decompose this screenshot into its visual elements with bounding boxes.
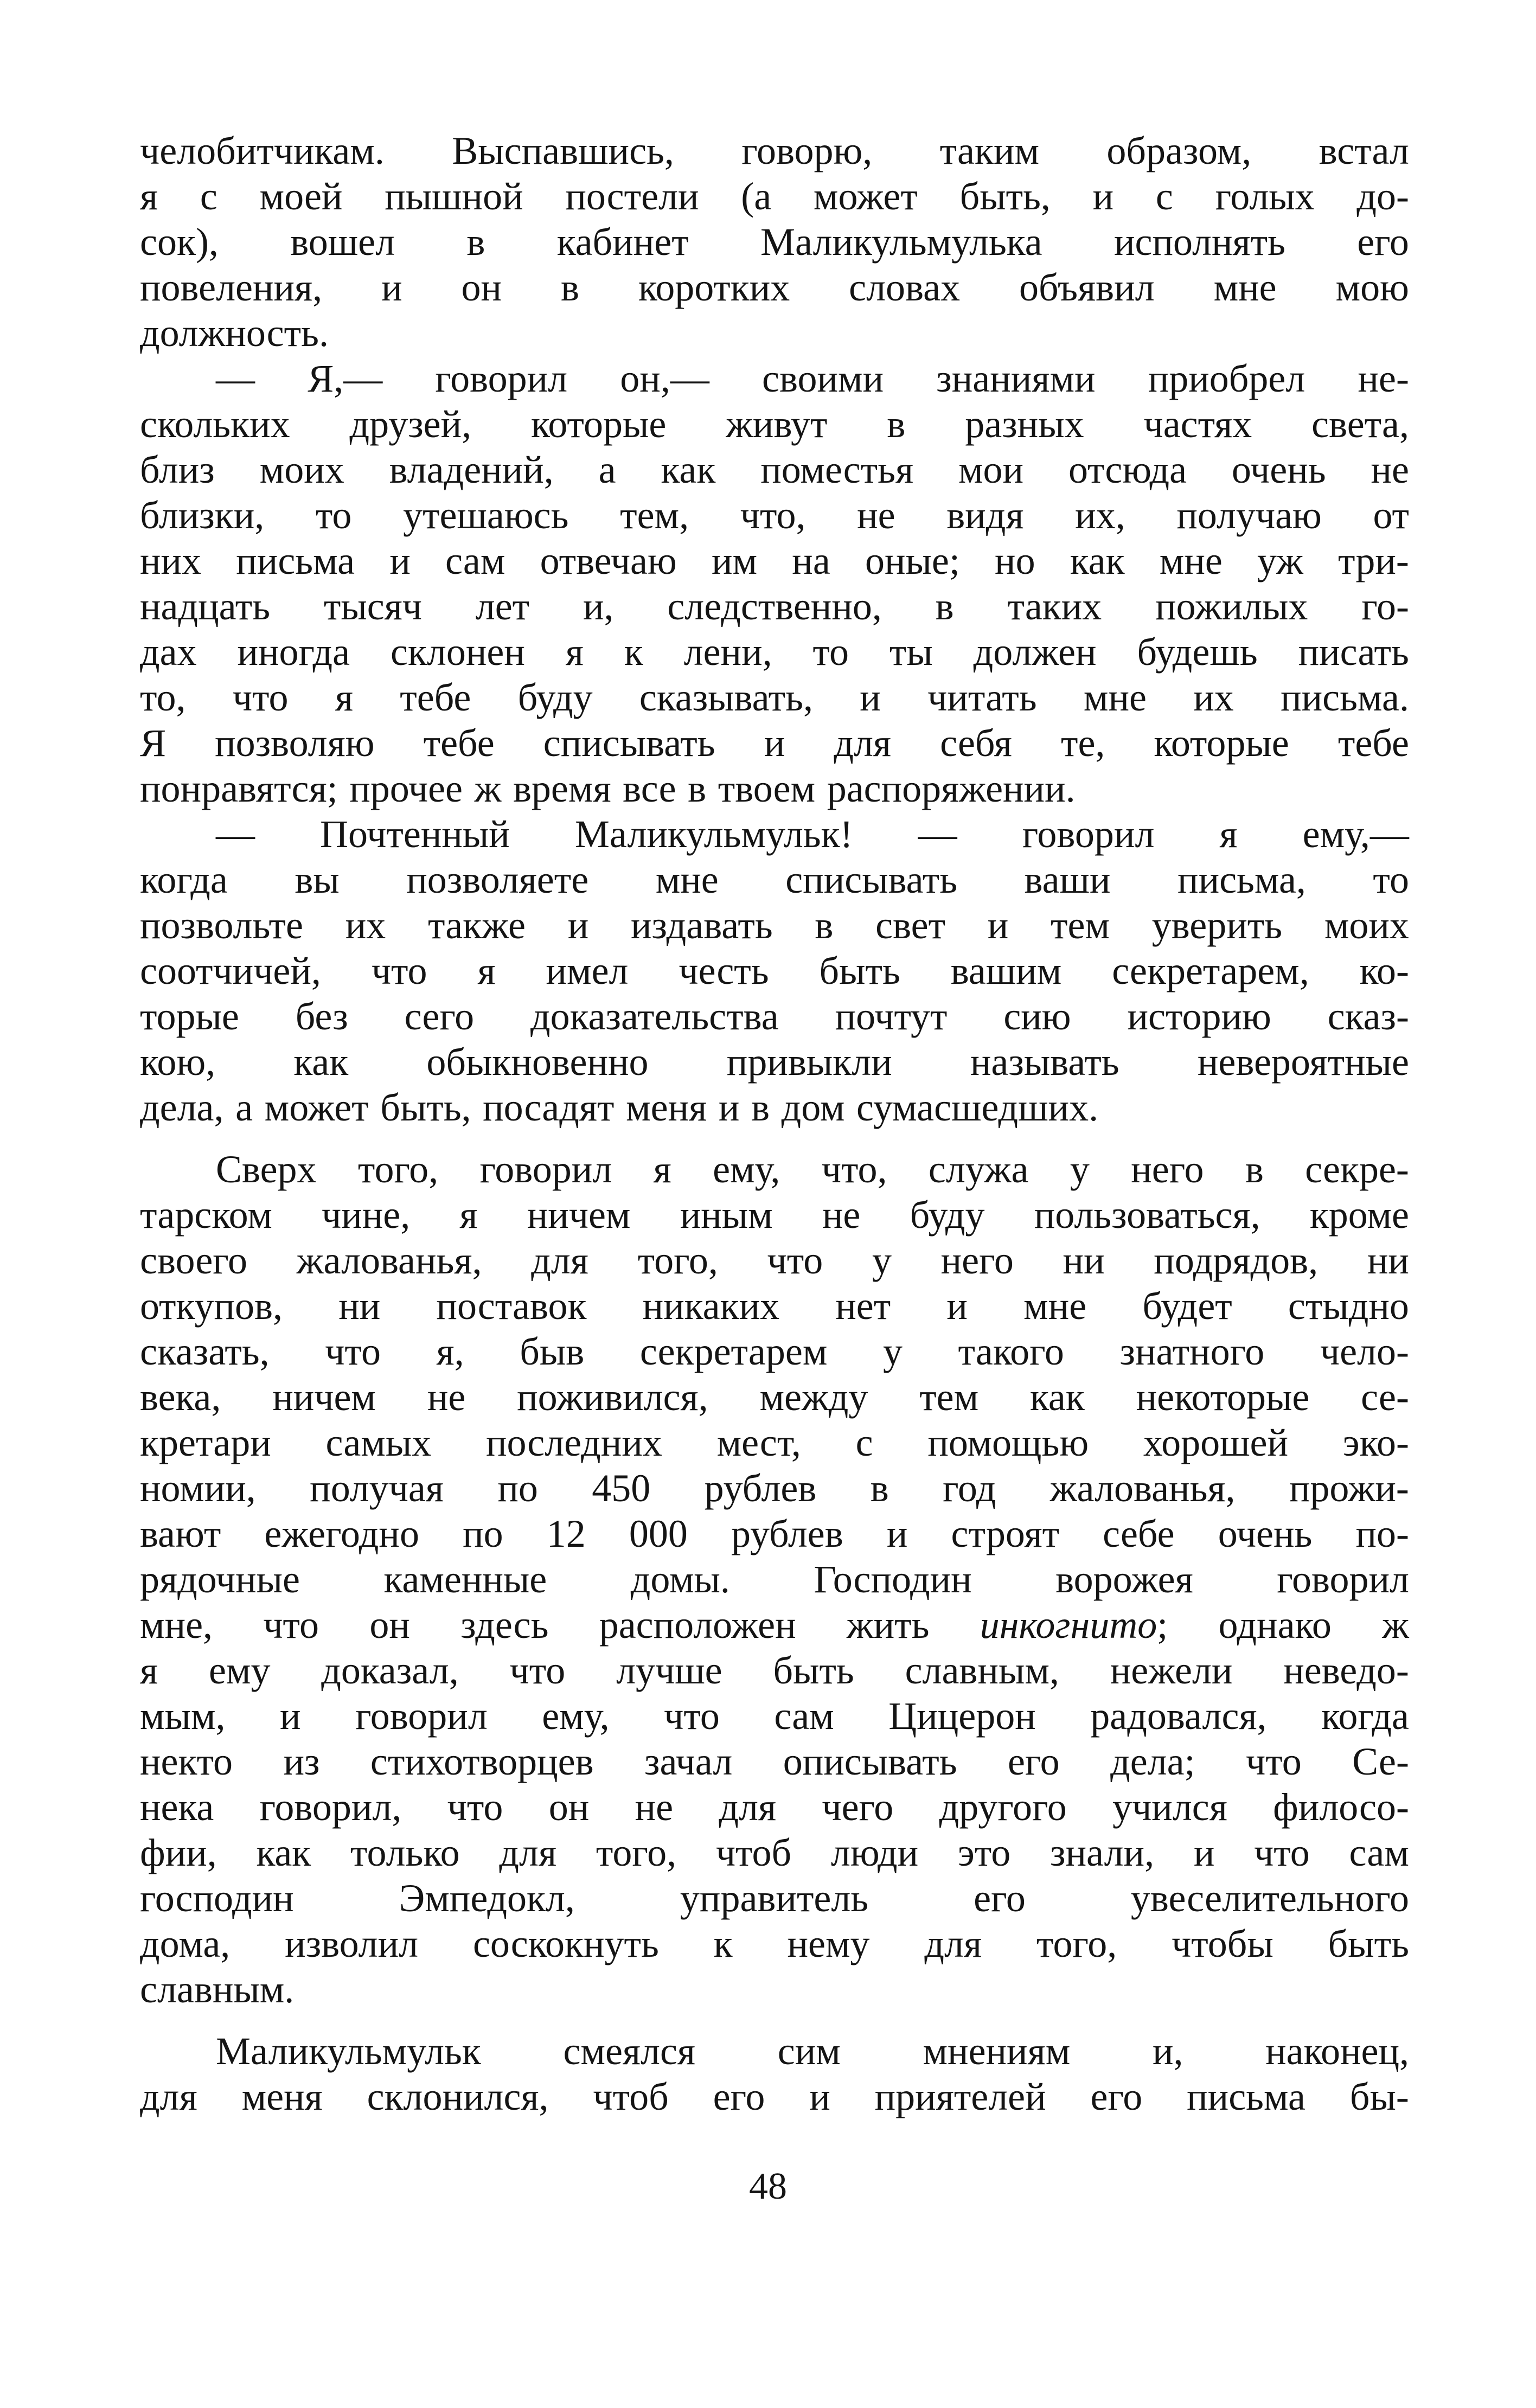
paragraph — [140, 1147, 1409, 2012]
paragraph-gap — [140, 1130, 1409, 1147]
body-text — [140, 128, 1409, 2119]
paragraph — [140, 811, 1409, 1130]
paragraph-gap — [140, 2012, 1409, 2028]
text-line: сказать, что я, быв секретарем у такого знатного чело- — [140, 1330, 1409, 1373]
text-line: откупов, ни поставок никаких нет и мне будет стыдно — [140, 1284, 1409, 1328]
text-line: повеления, и он в коротких словах объявил мне мою — [140, 266, 1409, 309]
text-line: кретари самых последних мест, с помощью хорошей эко- — [140, 1421, 1409, 1464]
text-line: номии, получая по 450 рублев в год жалованья, прожи- — [140, 1466, 1409, 1510]
text-line: тарском чине, я ничем иным не буду пользоваться, кроме — [140, 1193, 1409, 1237]
text-line: скольких друзей, которые живут в разных частях света, — [140, 402, 1409, 446]
text-line: своего жалованья, для того, что у него ни подрядов, ни — [140, 1239, 1409, 1282]
text-line: — Я,— говорил он,— своими знаниями приобрел не- — [216, 357, 1409, 400]
text-line: близки, то утешаюсь тем, что, не видя их, получаю от — [140, 494, 1409, 537]
text-line: фии, как только для того, чтоб люди это знали, и что сам — [140, 1831, 1409, 1874]
text-line: надцать тысяч лет и, следственно, в таких пожилых го- — [140, 585, 1409, 628]
text-line: соотчичей, что я имел честь быть вашим секретарем, ко- — [140, 949, 1409, 992]
text-line: для меня склонился, чтоб его и приятелей его письма бы- — [140, 2075, 1409, 2118]
text-line: славным. — [140, 1968, 295, 2011]
text-line: позвольте их также и издавать в свет и тем уверить моих — [140, 904, 1409, 947]
text-line: должность. — [140, 311, 329, 355]
text-line: сок), вошел в кабинет Маликульмулька исполнять его — [140, 220, 1409, 264]
text-line: них письма и сам отвечаю им на оные; но как мне уж три- — [140, 539, 1409, 582]
text-line: Маликульмульк смеялся сим мнениям и, наконец, — [216, 2029, 1409, 2073]
text-line: кою, как обыкновенно привыкли называть невероятные — [140, 1040, 1409, 1084]
text-line: когда вы позволяете мне списывать ваши письма, то — [140, 858, 1409, 901]
paragraph — [140, 2028, 1409, 2119]
text-line: вают ежегодно по 12 000 рублев и строят себе очень по- — [140, 1512, 1409, 1555]
text-line: Сверх того, говорил я ему, что, служа у него в секре- — [216, 1148, 1409, 1191]
text-line: мне, что он здесь расположен жить инкогнито; однако ж — [140, 1603, 1409, 1647]
text-line: понравятся; прочее ж время все в твоем распоряжении. — [140, 767, 1076, 810]
text-line: — Почтенный Маликульмульк! — говорил я ему,— — [216, 812, 1409, 856]
paragraph — [140, 356, 1409, 811]
text-line: то, что я тебе буду сказывать, и читать мне их письма. — [140, 676, 1409, 719]
text-line: века, ничем не поживился, между тем как некоторые се- — [140, 1375, 1409, 1419]
text-line: близ моих владений, а как поместья мои отсюда очень не — [140, 448, 1409, 491]
text-line: я ему доказал, что лучше быть славным, нежели неведо- — [140, 1649, 1409, 1692]
text-line: дела, а может быть, посадят меня и в дом сумасшедших. — [140, 1086, 1099, 1129]
text-line: челобитчикам. Выспавшись, говорю, таким образом, встал — [140, 129, 1409, 172]
text-line: дома, изволил соскокнуть к нему для того, чтобы быть — [140, 1922, 1409, 1965]
text-line: нека говорил, что он не для чего другого учился филосо- — [140, 1785, 1409, 1829]
text-line: господин Эмпедокл, управитель его увеселительного — [140, 1877, 1409, 1920]
page-number: 48 — [749, 2166, 787, 2207]
text-line: дах иногда склонен я к лени, то ты должен будешь писать — [140, 630, 1409, 674]
text-line: некто из стихотворцев зачал описывать его дела; что Се- — [140, 1740, 1409, 1783]
text-line: рядочные каменные домы. Господин ворожея говорил — [140, 1558, 1409, 1601]
text-line: я с моей пышной постели (а может быть, и с голых до- — [140, 175, 1409, 218]
paragraph — [140, 128, 1409, 356]
text-line: торые без сего доказательства почтут сию историю сказ- — [140, 995, 1409, 1038]
text-line: мым, и говорил ему, что сам Цицерон радовался, когда — [140, 1694, 1409, 1738]
text-line: Я позволяю тебе списывать и для себя те, которые тебе — [140, 721, 1409, 765]
